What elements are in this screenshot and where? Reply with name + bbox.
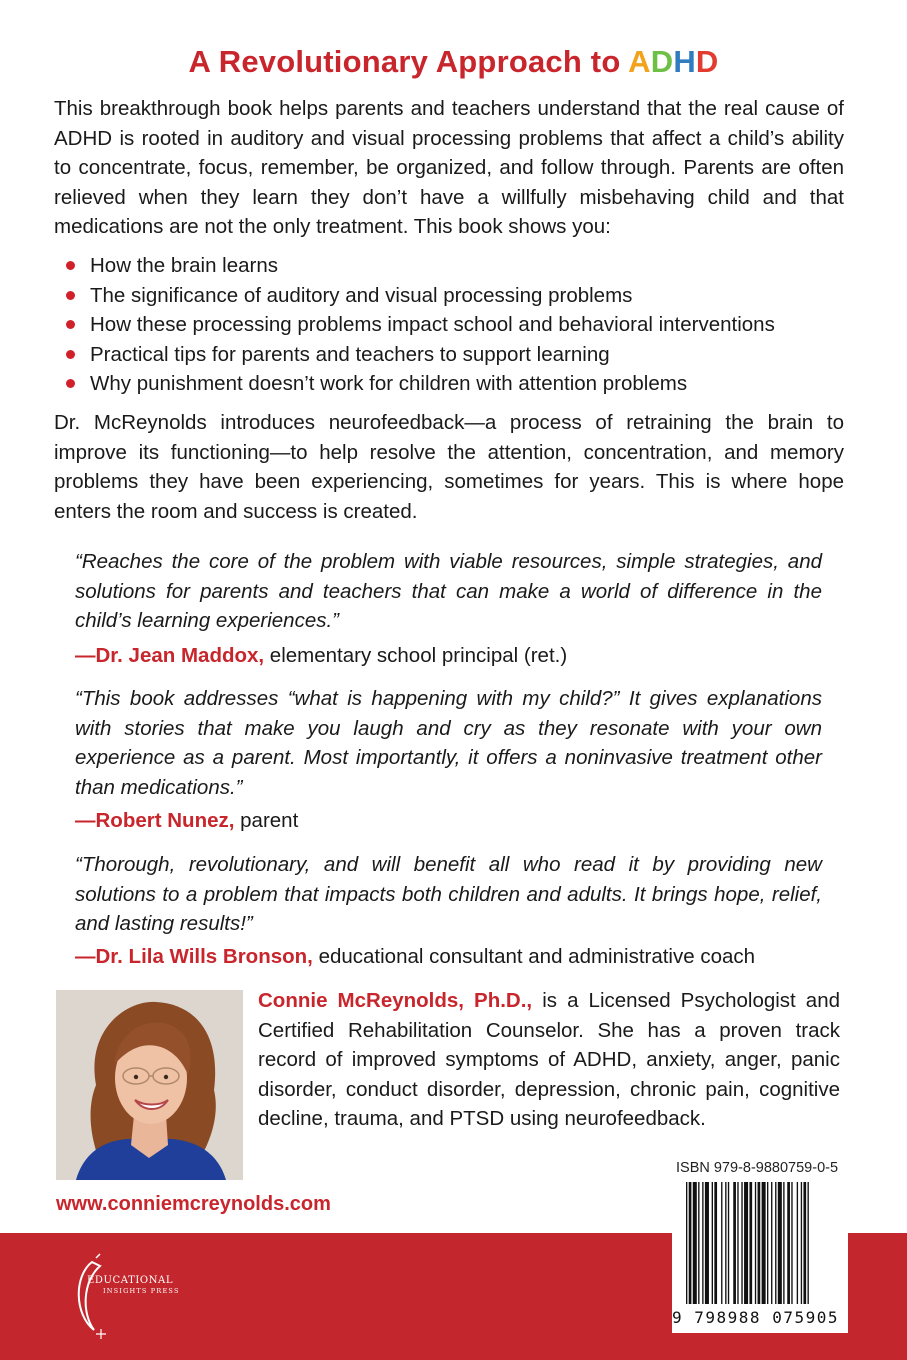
testimonial-attribution bbox=[75, 942, 855, 972]
barcode-bar bbox=[762, 1182, 766, 1304]
isbn-label: ISBN 979-8-9880759-0-5 bbox=[676, 1160, 839, 1176]
barcode-bar bbox=[749, 1182, 752, 1304]
bullet-item: How these processing problems impact school and behavioral interventions bbox=[54, 310, 844, 340]
testimonial-quote: “Thorough, revolutionary, and will benefit all who read it by providing new solutions to a problem that impacts both children and adults. It brings hope, relief, and lasting results!” bbox=[75, 853, 822, 935]
bullet-dot bbox=[66, 320, 75, 329]
barcode-bar bbox=[741, 1182, 742, 1304]
barcode-bar bbox=[808, 1182, 809, 1304]
barcode-bar bbox=[778, 1182, 782, 1304]
barcode-bar bbox=[803, 1182, 806, 1304]
testimonial-author: —Dr. Lila Wills Bronson, bbox=[75, 945, 313, 968]
testimonial-role: parent bbox=[234, 809, 299, 832]
barcode-bar bbox=[775, 1182, 776, 1304]
adhd-colored-word bbox=[628, 44, 718, 79]
bullet-item: How the brain learns bbox=[54, 251, 844, 281]
testimonial-attribution bbox=[75, 806, 855, 836]
author-photo bbox=[56, 990, 243, 1180]
barcode-bar bbox=[712, 1182, 713, 1304]
testimonial-quote: “Reaches the core of the problem with viable resources, simple strategies, and solutions for parents and teachers that can make a world of difference in the child’s learning experiences.” bbox=[75, 550, 822, 632]
testimonial-attribution bbox=[75, 641, 855, 671]
bullet-item: Practical tips for parents and teachers to support learning bbox=[54, 340, 844, 370]
bullet-item: The significance of auditory and visual processing problems bbox=[54, 281, 844, 311]
barcode-bar bbox=[705, 1182, 709, 1304]
barcode-bar bbox=[758, 1182, 761, 1304]
barcode-bar bbox=[783, 1182, 784, 1304]
bullet-item: Why punishment doesn’t work for children with attention problems bbox=[54, 369, 844, 399]
heading-prefix: A Revolutionary Approach to bbox=[188, 44, 629, 79]
barcode-bar bbox=[744, 1182, 748, 1304]
barcode-bar bbox=[693, 1182, 697, 1304]
bullet-list bbox=[54, 251, 844, 399]
adhd-letter: D bbox=[650, 44, 674, 79]
author-website-link[interactable]: www.conniemcreynolds.com bbox=[56, 1193, 331, 1215]
barcode-bar bbox=[791, 1182, 792, 1304]
author-bio-text: is a Licensed Psychologist and Certified Rehabilitation Counselor. She has a proven track record of improved symptoms of ADHD, anxiety, anger, panic disorder, conduct disorder, depression, chronic pain, cognitive decline, trauma, and PTSD using neurofeedback. bbox=[258, 989, 841, 1130]
neurofeedback-paragraph: Dr. McReynolds introduces neurofeedback—a process of retraining the brain to improve its functioning—to help resolve the attention, concentration, and memory problems they have been experiencing, sometimes for years. This is where hope enters the room and success is created. bbox=[54, 411, 844, 523]
barcode-bar bbox=[797, 1182, 798, 1304]
bullet-dot bbox=[66, 261, 75, 270]
barcode-bar bbox=[728, 1182, 729, 1304]
intro-paragraph: This breakthrough book helps parents and teachers understand that the real cause of ADHD is rooted in auditory and visual processing problems that affect a child’s ability to concentrate, focus, remember, be organized, and follow through. Parents are often relieved when they learn they don’t have a willfully misbehaving child and that medications are not the only treatment. This book shows you: bbox=[54, 97, 844, 238]
barcode-bar bbox=[721, 1182, 722, 1304]
barcode-bar bbox=[787, 1182, 790, 1304]
publisher-logo-icon bbox=[66, 1252, 176, 1344]
publisher-logo-text: EDUCATIONAL INSIGHTS PRESS bbox=[87, 1275, 180, 1295]
barcode-bar bbox=[771, 1182, 772, 1304]
adhd-letter: H bbox=[673, 44, 696, 79]
barcode-bar bbox=[801, 1182, 802, 1304]
barcode-bar bbox=[767, 1182, 768, 1304]
adhd-letter: A bbox=[628, 44, 651, 79]
barcode-bar bbox=[733, 1182, 736, 1304]
barcode-bar bbox=[725, 1182, 726, 1304]
testimonial-role: educational consultant and administrative coach bbox=[312, 945, 756, 968]
barcode-bar bbox=[737, 1182, 738, 1304]
testimonial-author: —Robert Nunez, bbox=[75, 809, 235, 832]
barcode-bar bbox=[755, 1182, 756, 1304]
barcode-bar bbox=[714, 1182, 717, 1304]
testimonial-role: elementary school principal (ret.) bbox=[264, 644, 568, 667]
adhd-letter: D bbox=[695, 44, 719, 79]
cover-heading bbox=[0, 44, 907, 80]
bullet-dot bbox=[66, 379, 75, 388]
bullet-dot bbox=[66, 350, 75, 359]
barcode-bar bbox=[686, 1182, 687, 1304]
barcode-bar bbox=[689, 1182, 692, 1304]
author-name: Connie McReynolds, Ph.D., bbox=[258, 989, 533, 1012]
testimonial-quote: “This book addresses “what is happening with my child?” It gives explanations with stories that make you laugh and cry as they resonate with your own experience as a parent. Most importantly, it offers a noninvasive treatment other than medications.” bbox=[75, 687, 822, 799]
barcode-bar bbox=[698, 1182, 699, 1304]
barcode-bar bbox=[702, 1182, 703, 1304]
testimonial-author: —Dr. Jean Maddox, bbox=[75, 644, 265, 667]
author-bio bbox=[258, 986, 840, 1134]
barcode-digits: 9 798988 075905 bbox=[672, 1308, 839, 1327]
bullet-dot bbox=[66, 291, 75, 300]
